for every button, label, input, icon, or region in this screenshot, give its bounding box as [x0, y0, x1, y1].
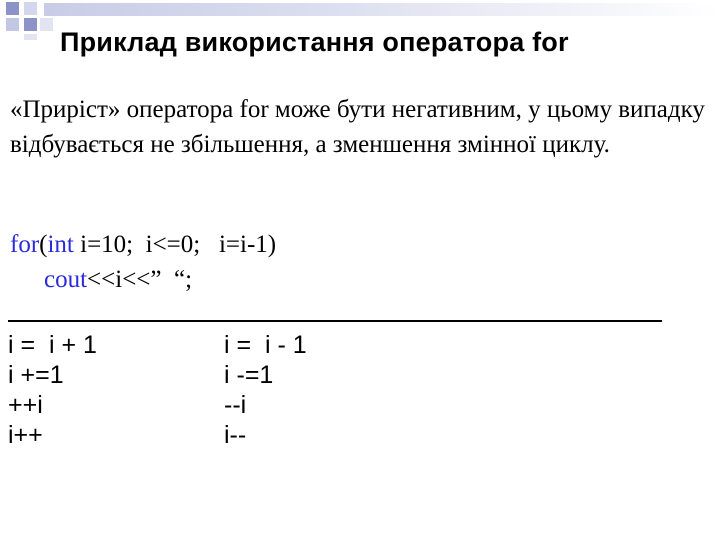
- increment-form: i = i + 1: [8, 331, 97, 359]
- decorative-square: [24, 2, 37, 15]
- code-for-rest: i=10; i<=0; i=i-1): [73, 231, 277, 258]
- slide-title: Приклад використання оператора for: [60, 27, 569, 57]
- increment-form: i +=1: [8, 361, 64, 389]
- decrement-form: i = i - 1: [224, 331, 307, 359]
- increment-form: ++i: [8, 391, 43, 419]
- decrement-form: i--: [224, 421, 247, 449]
- description-paragraph: «Приріст» оператора for може бути негативним, у цьому випадку відбувається не збільшення, а зменшення змінної циклу.: [10, 96, 705, 158]
- header-gradient-bar: [44, 3, 720, 16]
- decrement-form: i -=1: [224, 361, 274, 389]
- increment-forms-column: [8, 330, 97, 450]
- increment-form: i++: [8, 421, 43, 449]
- decorative-square: [40, 18, 53, 31]
- decrement-forms-column: [224, 330, 307, 450]
- code-open-paren: (: [39, 231, 48, 258]
- keyword-int: int: [47, 231, 74, 258]
- code-line-cout: [44, 262, 192, 297]
- keyword-cout: cout: [44, 266, 88, 293]
- decrement-form: --i: [224, 391, 247, 419]
- decorative-square: [6, 18, 19, 31]
- code-line-for-header: [10, 227, 276, 262]
- code-cout-rest: <<i<<” “;: [87, 266, 193, 293]
- decorative-square: [24, 34, 37, 40]
- decorative-square: [24, 18, 37, 31]
- horizontal-divider: [8, 320, 662, 322]
- keyword-for: for: [10, 231, 40, 258]
- decorative-square: [6, 2, 19, 15]
